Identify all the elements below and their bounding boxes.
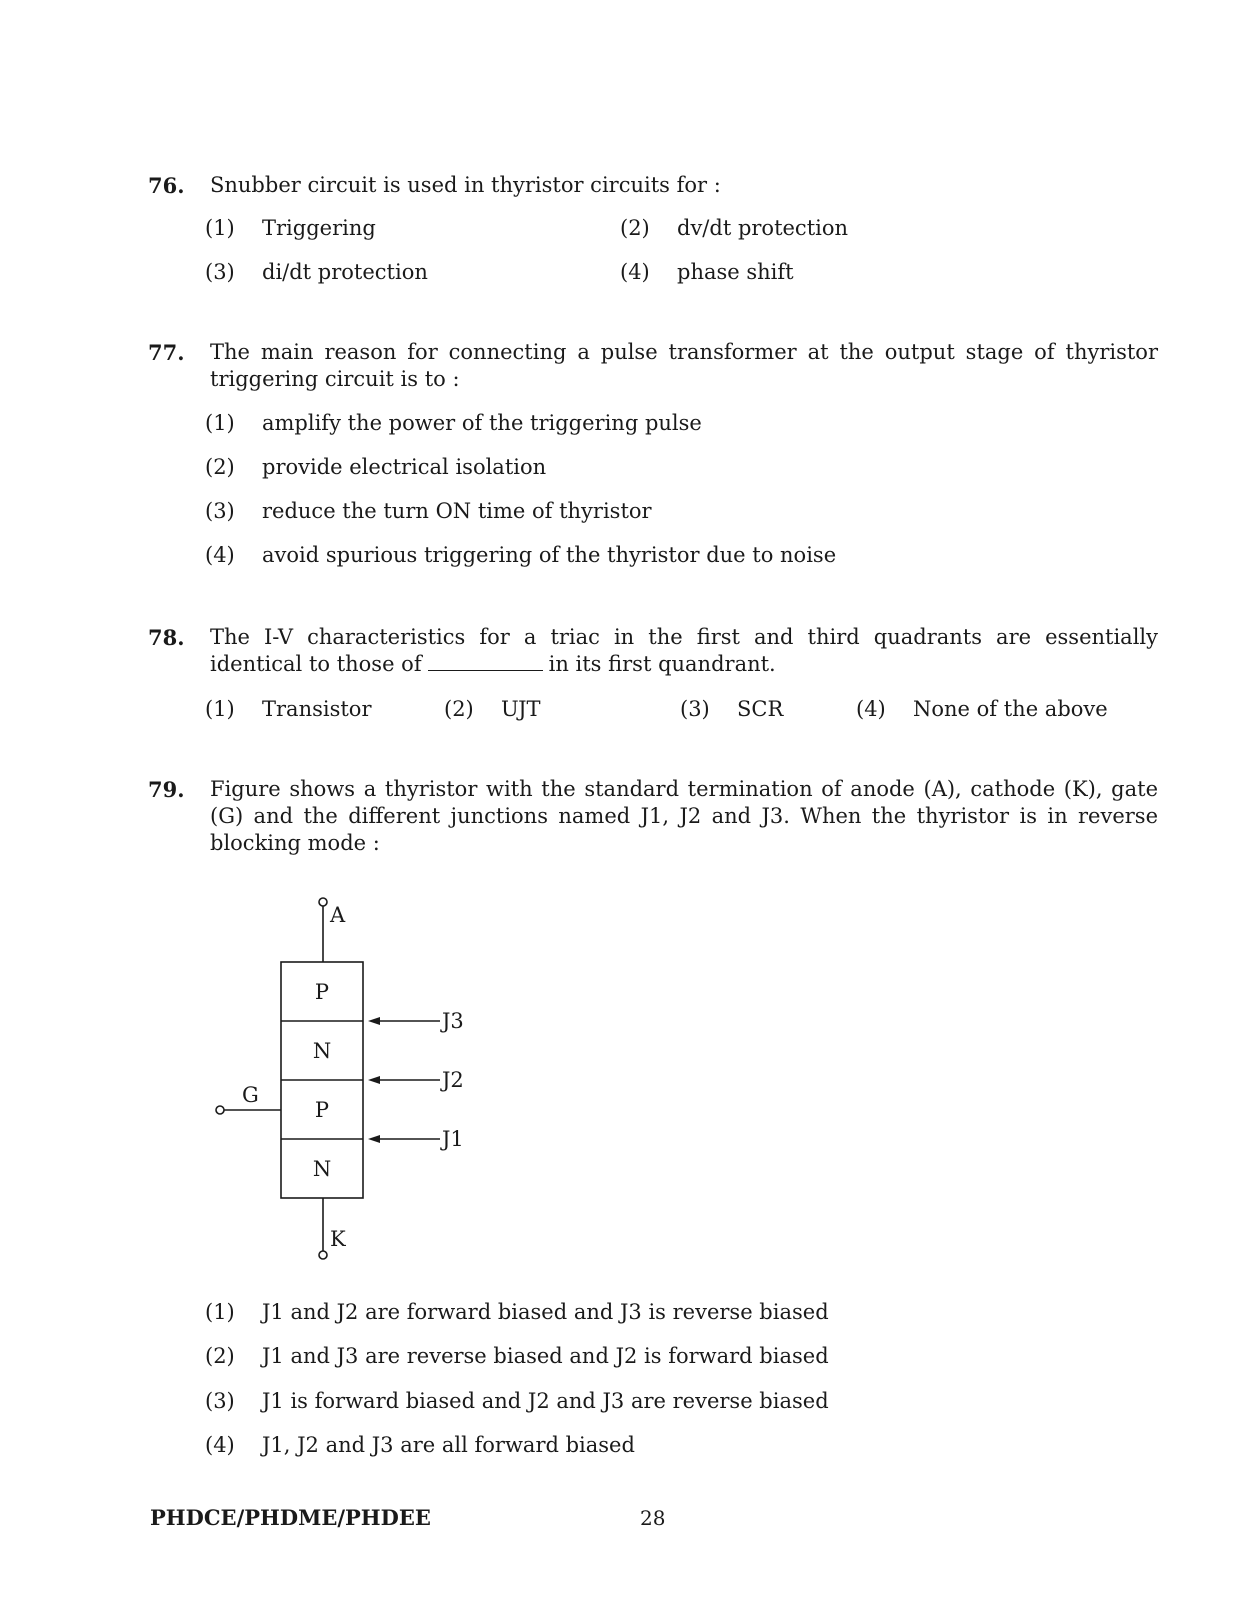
question-text: Snubber circuit is used in thyristor circuits for : <box>210 173 721 197</box>
junction-label: J2 <box>442 1068 464 1092</box>
option: (2) dv/dt protection <box>620 216 849 240</box>
question-text: Figure shows a thyristor with the standard termination of anode (A), cathode (K), gate (G) and the different junctions named J1, J2 and J3. When the thyristor is in reverse blocking mode : <box>210 777 1158 855</box>
option: (4) avoid spurious triggering of the thyristor due to noise <box>205 543 837 567</box>
question-number: 76. <box>148 173 185 198</box>
option: (1) Triggering <box>205 216 376 240</box>
option: (3) SCR <box>680 697 784 721</box>
junction-label: J1 <box>442 1127 464 1151</box>
option: (4) J1, J2 and J3 are all forward biased <box>205 1433 635 1457</box>
question-text: The main reason for connecting a pulse transformer at the output stage of thyristor triggering circuit is to : <box>210 340 1158 391</box>
option: (2) provide electrical isolation <box>205 455 547 479</box>
option: (2) UJT <box>444 697 541 721</box>
layer-label: N <box>312 1157 332 1181</box>
option: (3) di/dt protection <box>205 260 428 284</box>
anode-terminal <box>319 898 327 906</box>
option: (3) J1 is forward biased and J2 and J3 are reverse biased <box>205 1389 829 1413</box>
option: (1) J1 and J2 are forward biased and J3 is reverse biased <box>205 1300 829 1324</box>
junction-arrow <box>368 1017 380 1025</box>
question-number: 78. <box>148 625 185 650</box>
option: (1) Transistor <box>205 697 372 721</box>
question-number: 77. <box>148 340 185 365</box>
question-number: 79. <box>148 777 185 802</box>
option: (3) reduce the turn ON time of thyristor <box>205 499 652 523</box>
gate-terminal <box>216 1106 224 1114</box>
layer-label: P <box>314 1098 330 1122</box>
option: (4) None of the above <box>856 697 1108 721</box>
cathode-label: K <box>330 1227 346 1251</box>
option: (2) J1 and J3 are reverse biased and J2 is forward biased <box>205 1344 829 1368</box>
layer-label: P <box>314 980 330 1004</box>
exam-code: PHDCE/PHDME/PHDEE <box>150 1505 431 1530</box>
junction-arrow <box>368 1076 380 1084</box>
question-text: The I-V characteristics for a triac in the first and third quadrants are essentially identical to those of in its first quandrant. <box>210 625 1158 676</box>
page-number: 28 <box>640 1506 666 1530</box>
cathode-terminal <box>319 1251 327 1259</box>
junction-label: J3 <box>442 1009 464 1033</box>
option: (4) phase shift <box>620 260 794 284</box>
junction-arrow <box>368 1135 380 1143</box>
gate-label: G <box>242 1083 259 1107</box>
layer-label: N <box>312 1039 332 1063</box>
anode-label: A <box>330 903 346 927</box>
option: (1) amplify the power of the triggering pulse <box>205 411 702 435</box>
